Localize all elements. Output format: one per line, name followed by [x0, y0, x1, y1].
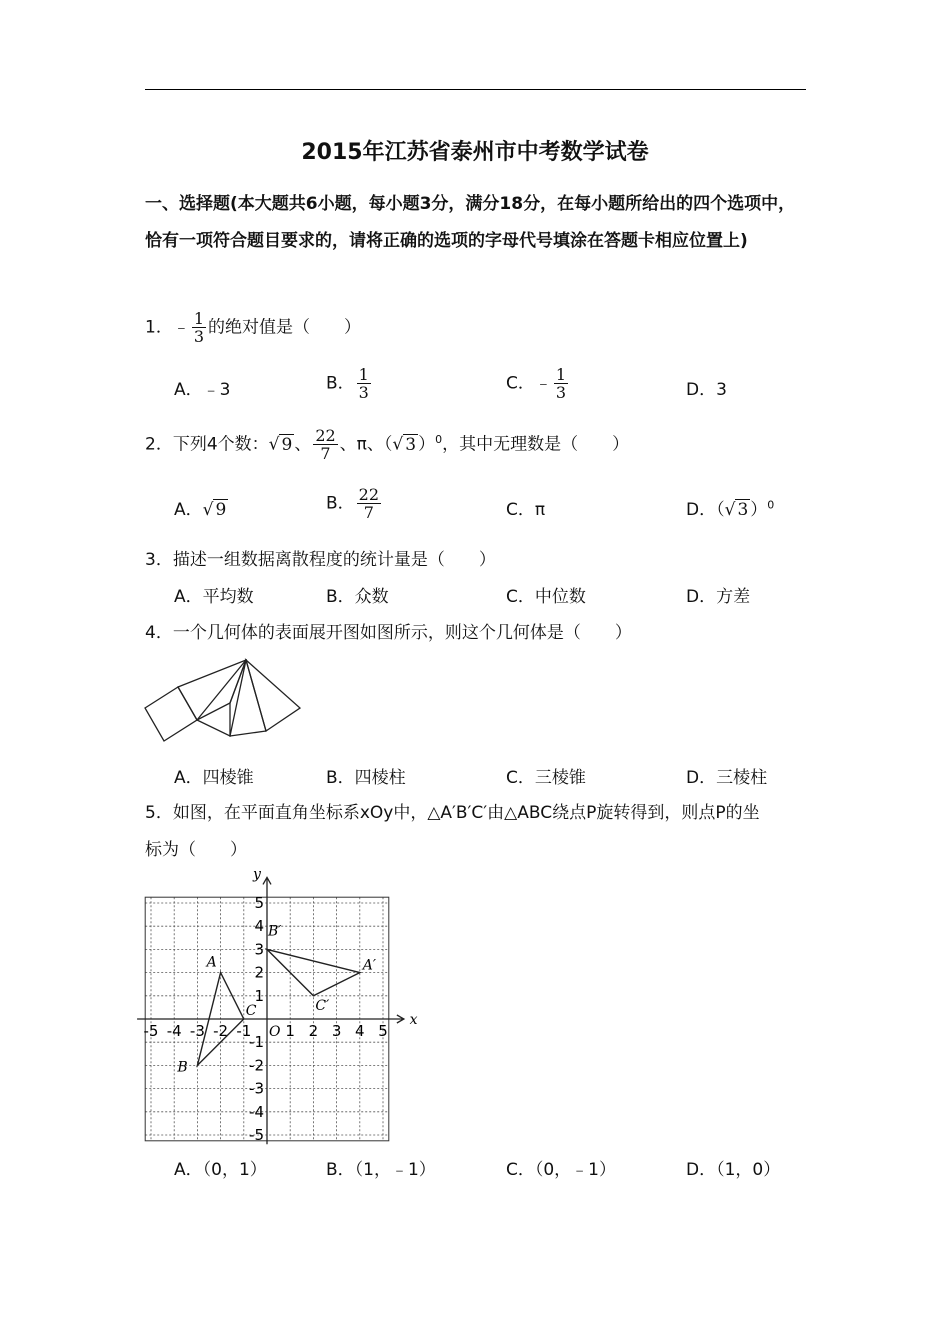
y-tick-label: 3	[254, 940, 264, 959]
x-tick-label: 1	[285, 1022, 295, 1040]
q3-option-a[interactable]: A．平均数	[174, 587, 254, 607]
axes	[137, 867, 418, 1145]
q2-option-b[interactable]: B． $\frac{22}{7}$	[326, 485, 380, 522]
x-tick-label: -4	[166, 1022, 182, 1040]
q1-option-b[interactable]: B． $\frac{1}{3}$	[326, 365, 369, 402]
q2-option-c[interactable]: C．π	[506, 500, 546, 520]
q3-option-c[interactable]: C．中位数	[506, 587, 586, 607]
x-tick-label: -2	[213, 1022, 229, 1040]
q3-option-b[interactable]: B．众数	[326, 587, 389, 607]
q4-option-c[interactable]: C．三棱锥	[506, 768, 586, 788]
y-tick-label: -3	[249, 1079, 264, 1098]
point-label-a: A	[206, 954, 217, 971]
q5-option-b[interactable]: B．（1，﹣1）	[326, 1160, 436, 1180]
point-label-b: B	[177, 1059, 188, 1076]
q1-number: 1．	[145, 317, 173, 338]
point-labels	[176, 923, 377, 1075]
point-label-c1: C′	[315, 997, 330, 1014]
x-tick-label: -3	[189, 1022, 205, 1040]
q3-option-d[interactable]: D．方差	[686, 587, 751, 607]
top-rule	[145, 89, 806, 90]
question-5-line2: 标为（ ）	[145, 840, 247, 860]
net-face-4	[246, 660, 300, 731]
y-tick-label: 4	[254, 917, 264, 936]
y-tick-label: -4	[249, 1102, 264, 1121]
x-tick-label: -5	[143, 1022, 159, 1040]
q4-option-a[interactable]: A．四棱锥	[174, 768, 254, 788]
y-tick-label: -1	[249, 1033, 264, 1052]
q2-option-d[interactable]: D．（√ 3 ）$^0$	[686, 498, 775, 520]
x-axis-label: x	[409, 1012, 418, 1028]
triangles	[197, 949, 359, 1065]
page-title: 2015年江苏省泰州市中考数学试卷	[301, 140, 649, 165]
question-1	[145, 310, 361, 345]
q1-fraction: $\frac{1}{3}$	[193, 309, 205, 346]
y-tick-label: 2	[254, 963, 264, 982]
q1-stem: 的绝对值是（ ）	[208, 317, 362, 338]
net-face-3	[230, 660, 266, 736]
net-figure	[140, 655, 305, 750]
q1-minus: ﹣	[172, 317, 190, 338]
q4-option-b[interactable]: B．四棱柱	[326, 768, 406, 788]
q5-option-d[interactable]: D．（1，0）	[686, 1160, 781, 1180]
point-label-a1: A′	[362, 957, 377, 974]
x-tick-label: 3	[331, 1022, 342, 1040]
point-label-b1: B′	[268, 923, 282, 940]
y-axis-label: y	[253, 866, 261, 883]
q5-option-c[interactable]: C．（0，﹣1）	[506, 1160, 617, 1180]
q1-option-d[interactable]: D．3	[686, 380, 727, 400]
question-3: 3．描述一组数据离散程度的统计量是（ ）	[145, 550, 496, 570]
q2-fraction: $\frac{22}{7}$	[315, 426, 336, 463]
coordinate-graph	[140, 866, 418, 1144]
y-tick-label: 5	[254, 894, 264, 912]
question-4: 4．一个几何体的表面展开图如图所示，则这个几何体是（ ）	[145, 623, 632, 643]
q5-option-a[interactable]: A．（0，1）	[174, 1160, 267, 1180]
point-label-c: C	[245, 1003, 257, 1019]
q1-option-c[interactable]: C．﹣ $\frac{1}{3}$	[506, 365, 567, 402]
x-tick-label: 2	[308, 1022, 319, 1040]
section-heading: 一、选择题(本大题共6小题，每小题3分，满分18分，在每小题所给出的四个选项中，恰有一项符合题目要求的，请将正确的选项的字母代号填涂在答题卡相应位置上)	[145, 194, 796, 251]
x-tick-label: 5	[378, 1022, 388, 1040]
net-square-left	[145, 687, 197, 741]
y-tick-label: -2	[249, 1056, 264, 1075]
q1-option-a[interactable]: A．﹣3	[174, 380, 231, 400]
q2-option-a[interactable]: A．√ 9	[174, 500, 227, 520]
sqrt9-expr: √ 9	[268, 434, 293, 455]
y-tick-label: -5	[249, 1126, 264, 1144]
question-2: 2．下列4个数：√ 9 、 $\frac{22}{7}$ 、π、（√ 3 ）$^0$，其中无理数是（ ）	[145, 426, 630, 463]
x-tick-label: -1	[236, 1022, 252, 1040]
q4-option-d[interactable]: D．三棱柱	[686, 768, 768, 788]
question-5-line1: 5．如图，在平面直角坐标系xOy中，△A′B′C′由△ABC绕点P旋转得到，则点P的坐	[145, 803, 760, 823]
y-tick-label: 1	[254, 986, 264, 1005]
origin-label: O	[269, 1024, 281, 1040]
x-tick-label: 4	[355, 1022, 365, 1040]
